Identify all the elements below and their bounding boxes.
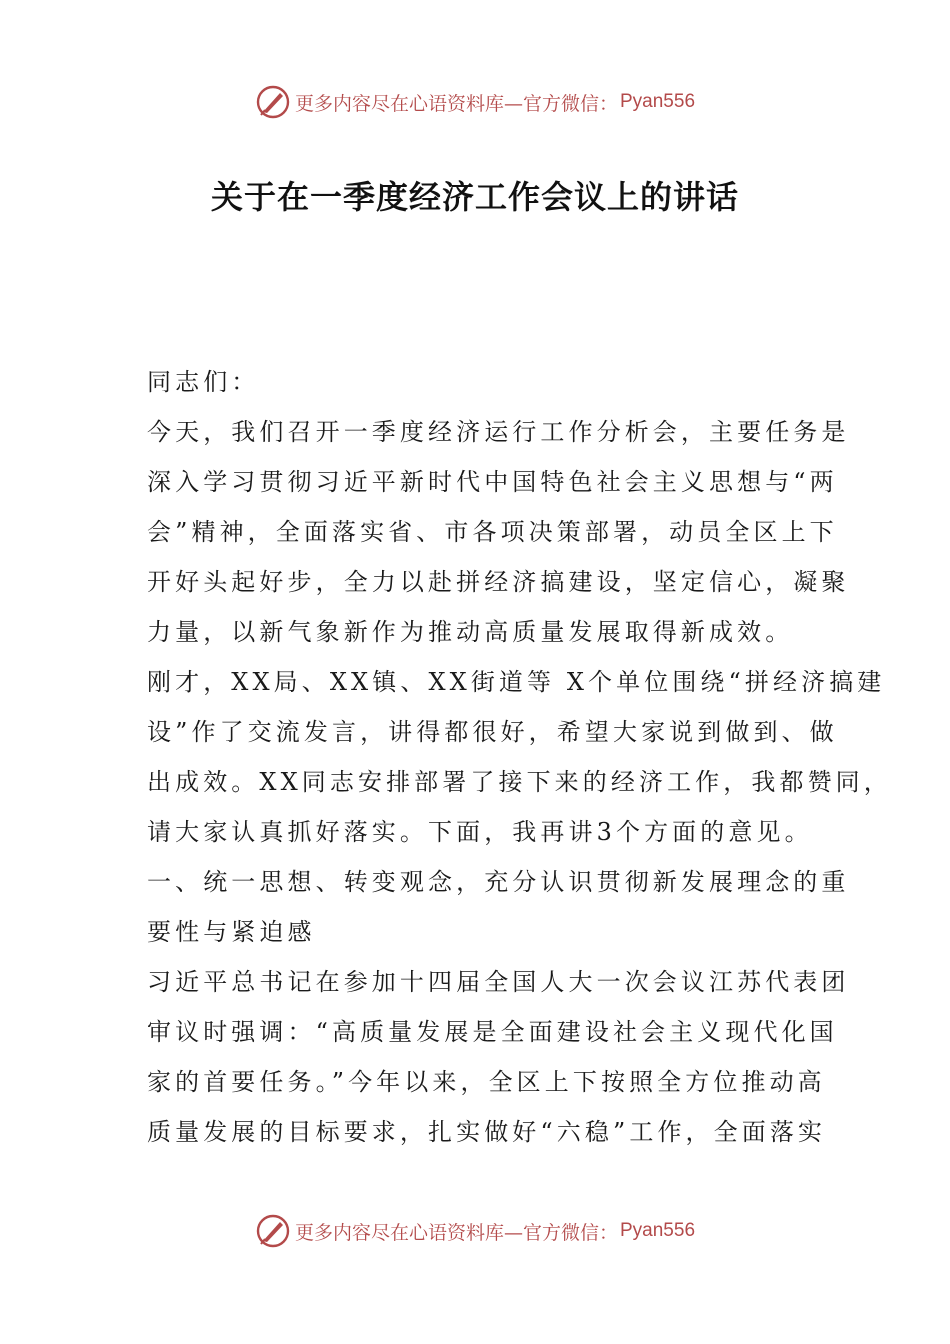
body-line: 习近平总书记在参加十四届全国人大一次会议江苏代表团 [147,968,850,996]
body-line: 请大家认真抓好落实。下面，我再讲3个方面的意见。 [147,818,813,846]
watermark-wechat-id: Pyan556 [620,1220,696,1241]
document-title: 关于在一季度经济工作会议上的讲话 [210,178,739,216]
body-line: 审议时强调：“高质量发展是全面建设社会主义现代化国 [147,1018,838,1046]
body-line: 深入学习贯彻习近平新时代中国特色社会主义思想与“两 [147,468,838,496]
body-line: 会”精神，全面落实省、市各项决策部署，动员全区上下 [147,518,838,546]
quill-logo-icon [255,84,291,120]
body-line: 今天，我们召开一季度经济运行工作分析会，主要任务是 [147,418,850,446]
body-line: 家的首要任务。”今年以来，全区上下按照全方位推动高 [147,1068,826,1096]
watermark-text: 更多内容尽在心语资料库—官方微信： [294,1221,618,1244]
body-line: 质量发展的目标要求，扎实做好“六稳”工作，全面落实 [147,1118,827,1146]
section-heading-line: 要性与紧迫感 [147,918,316,946]
body-line: 同志们： [147,368,260,396]
watermark-footer [0,1211,950,1251]
body-line: 开好头起好步，全力以赴拼经济搞建设，坚定信心，凝聚 [147,568,850,596]
body-line: 刚才，XX局、XX镇、XX街道等 X个单位围绕“拼经济搞建 [147,668,886,696]
quill-logo-icon [255,1213,291,1249]
section-heading-line: 一、统一思想、转变观念，充分认识贯彻新发展理念的重 [147,868,850,896]
watermark-wechat-id: Pyan556 [620,91,696,112]
body-line: 出成效。XX同志安排部署了接下来的经济工作，我都赞同， [147,768,892,796]
document-body [147,357,892,1157]
body-line: 设”作了交流发言，讲得都很好，希望大家说到做到、做 [147,718,838,746]
watermark-header [0,82,950,122]
body-line: 力量，以新气象新作为推动高质量发展取得新成效。 [147,618,794,646]
watermark-text: 更多内容尽在心语资料库—官方微信： [294,92,618,115]
